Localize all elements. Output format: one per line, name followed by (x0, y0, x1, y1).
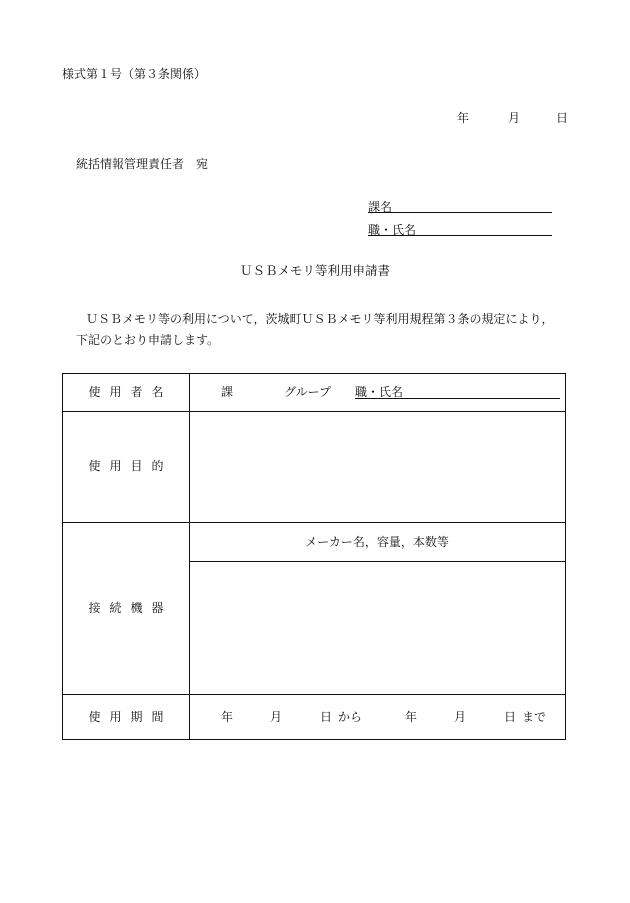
user-position-name-field[interactable] (355, 398, 560, 399)
applicant-section-label: 課名 (368, 200, 393, 214)
period-start-month-label: 月 (270, 710, 283, 724)
form-number: 様式第１号（第３条関係） (62, 67, 207, 81)
period-start-day-label: 日 (320, 710, 333, 724)
table-row-divider (63, 694, 565, 695)
addressee-suffix: 宛 (196, 157, 209, 171)
body-text-line2: 下記のとおり申請します。 (76, 333, 220, 347)
period-row-label: 使用期間 (88, 710, 173, 724)
device-field[interactable] (190, 562, 565, 694)
period-end-month-label: 月 (454, 710, 467, 724)
purpose-field[interactable] (190, 412, 565, 522)
user-row-label: 使用者名 (88, 385, 173, 399)
period-until-label: まで (522, 710, 547, 724)
period-from-label: から (338, 710, 363, 724)
period-end-year-label: 年 (405, 710, 418, 724)
device-row-header: メーカー名，容量，本数等 (305, 535, 449, 549)
applicant-section-field[interactable] (368, 212, 552, 213)
date-day-label: 日 (556, 111, 569, 125)
purpose-row-label: 使用目的 (88, 459, 173, 473)
applicant-position-name-label: 職・氏名 (368, 223, 417, 237)
application-table (62, 373, 566, 740)
addressee-title: 統括情報管理責任者 (76, 157, 185, 171)
user-position-name-label: 職・氏名 (355, 385, 404, 399)
period-end-day-label: 日 (504, 710, 517, 724)
body-text-line1: ＵＳＢメモリ等の利用について，茨城町ＵＳＢメモリ等利用規程第３条の規定により， (86, 312, 554, 326)
table-row-divider (63, 522, 565, 523)
applicant-position-name-field[interactable] (368, 235, 552, 236)
date-month-label: 月 (508, 111, 521, 125)
date-year-label: 年 (457, 111, 470, 125)
user-section-label: 課 (221, 385, 234, 399)
doc-title: ＵＳＢメモリ等利用申請書 (239, 263, 390, 278)
period-start-year-label: 年 (221, 710, 234, 724)
device-row-label: 接続機器 (88, 601, 173, 615)
user-group-label: グループ (284, 385, 332, 399)
